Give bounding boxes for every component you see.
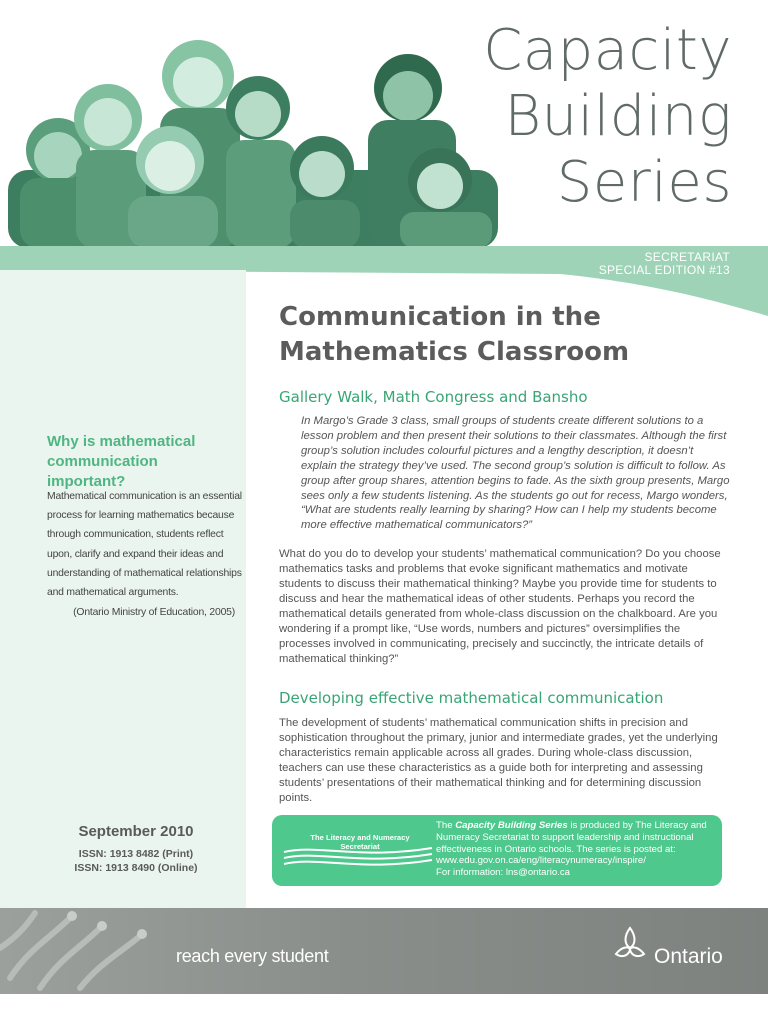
series-title — [483, 18, 732, 216]
sidebar-body: Mathematical communication is an essential process for learning mathematics because through communication, students reflect upon, clarify and expand their ideas and understanding of mathematical relationships and mathematical arguments. — [47, 491, 242, 599]
lns-wave-logo-icon — [278, 840, 438, 876]
header-photo-children — [0, 0, 500, 248]
info-url-link[interactable]: www.edu.gov.on.ca/eng/literacynumeracy/inspire/ — [436, 855, 646, 867]
info-box-text — [436, 820, 718, 879]
issn-print: ISSN: 1913 8482 (Print) — [78, 848, 194, 860]
lns-logo-label: The Literacy and Numeracy Secretariat — [310, 833, 410, 851]
article-subtitle: Gallery Walk, Math Congress and Bansho — [279, 388, 588, 406]
sidebar-heading: Why is mathematical communication important? — [47, 433, 196, 490]
issn-online: ISSN: 1913 8490 (Online) — [74, 862, 198, 874]
paragraph-2: The development of students’ mathematical communication shifts in precision and sophistication throughout the primary, junior and intermediate grades, yet the underlying characteristics remain applicable across all grades. During whole-class discussion, teachers can use these characteristics as a guide both for interpreting and assessing students’ presentations of their mathematical thinking and for determining discussion points. — [279, 717, 718, 804]
section-heading: Developing effective mathematical communication — [279, 689, 664, 707]
ontario-logo-text: Ontario — [654, 945, 723, 968]
article-title-line-2: Mathematics Classroom — [279, 337, 630, 367]
info-text-series: Capacity Building Series — [455, 820, 568, 831]
secretariat-text: SECRETARIAT — [644, 250, 730, 264]
info-text-rest: is produced by The Literacy and Numeracy Secretariat to support leadership and instructional effectiveness in Ontario schools. The series is posted at: — [436, 820, 707, 855]
publication-date: September 2010 — [78, 823, 194, 840]
paragraph-1: What do you do to develop your students’ mathematical communication? Do you choose mathematics tasks and problems that evoke significant mathematics and motivate students to discuss their mathematical thinking? Maybe you provide time for students to discuss and hear the mathematical ideas of other students. Perhaps you record the mathematical details generated from whole-class discussion on the chalkboard. Are you wondering if a prompt like, “Use words, numbers and pictures” oversimplifies the processes involved in communicating, precisely and succinctly, the intricate details of mathematical thinking?” — [279, 548, 721, 665]
secretariat-label — [599, 251, 730, 277]
article-title — [279, 300, 749, 370]
case-study-text: In Margo’s Grade 3 class, small groups of students create different solutions to a lesson problem and then present their solutions to their classmates. Although the first group’s solution includes colourful pictures and a lengthy description, it doesn’t explain the strategy they’ve used. The second group’s solution is difficult to follow. As group after group shares, attention begins to fade. As the sixth group presents, Margo sees only a few students listening. As the students go out for recess, Margo wonders, “What are students really learning by sharing? How can I help my students become more effective mathematical communicators?” — [301, 415, 730, 532]
footer-tagline: reach every student — [176, 946, 329, 966]
series-title-line-1: Capacity — [483, 18, 732, 83]
info-text-prefix: The — [436, 820, 456, 831]
sidebar-citation: (Ontario Ministry of Education, 2005) — [73, 607, 235, 618]
footer-decorative-figures-icon — [0, 908, 180, 994]
series-title-line-2: Building — [504, 84, 732, 149]
edition-text: SPECIAL EDITION #13 — [598, 263, 730, 277]
bottom-margin — [0, 994, 768, 1024]
article-title-line-1: Communication in the — [279, 302, 601, 332]
info-contact[interactable]: For information: lns@ontario.ca — [436, 867, 570, 879]
ontario-trillium-logo-icon — [612, 924, 648, 966]
series-title-line-3: Series — [556, 150, 732, 215]
